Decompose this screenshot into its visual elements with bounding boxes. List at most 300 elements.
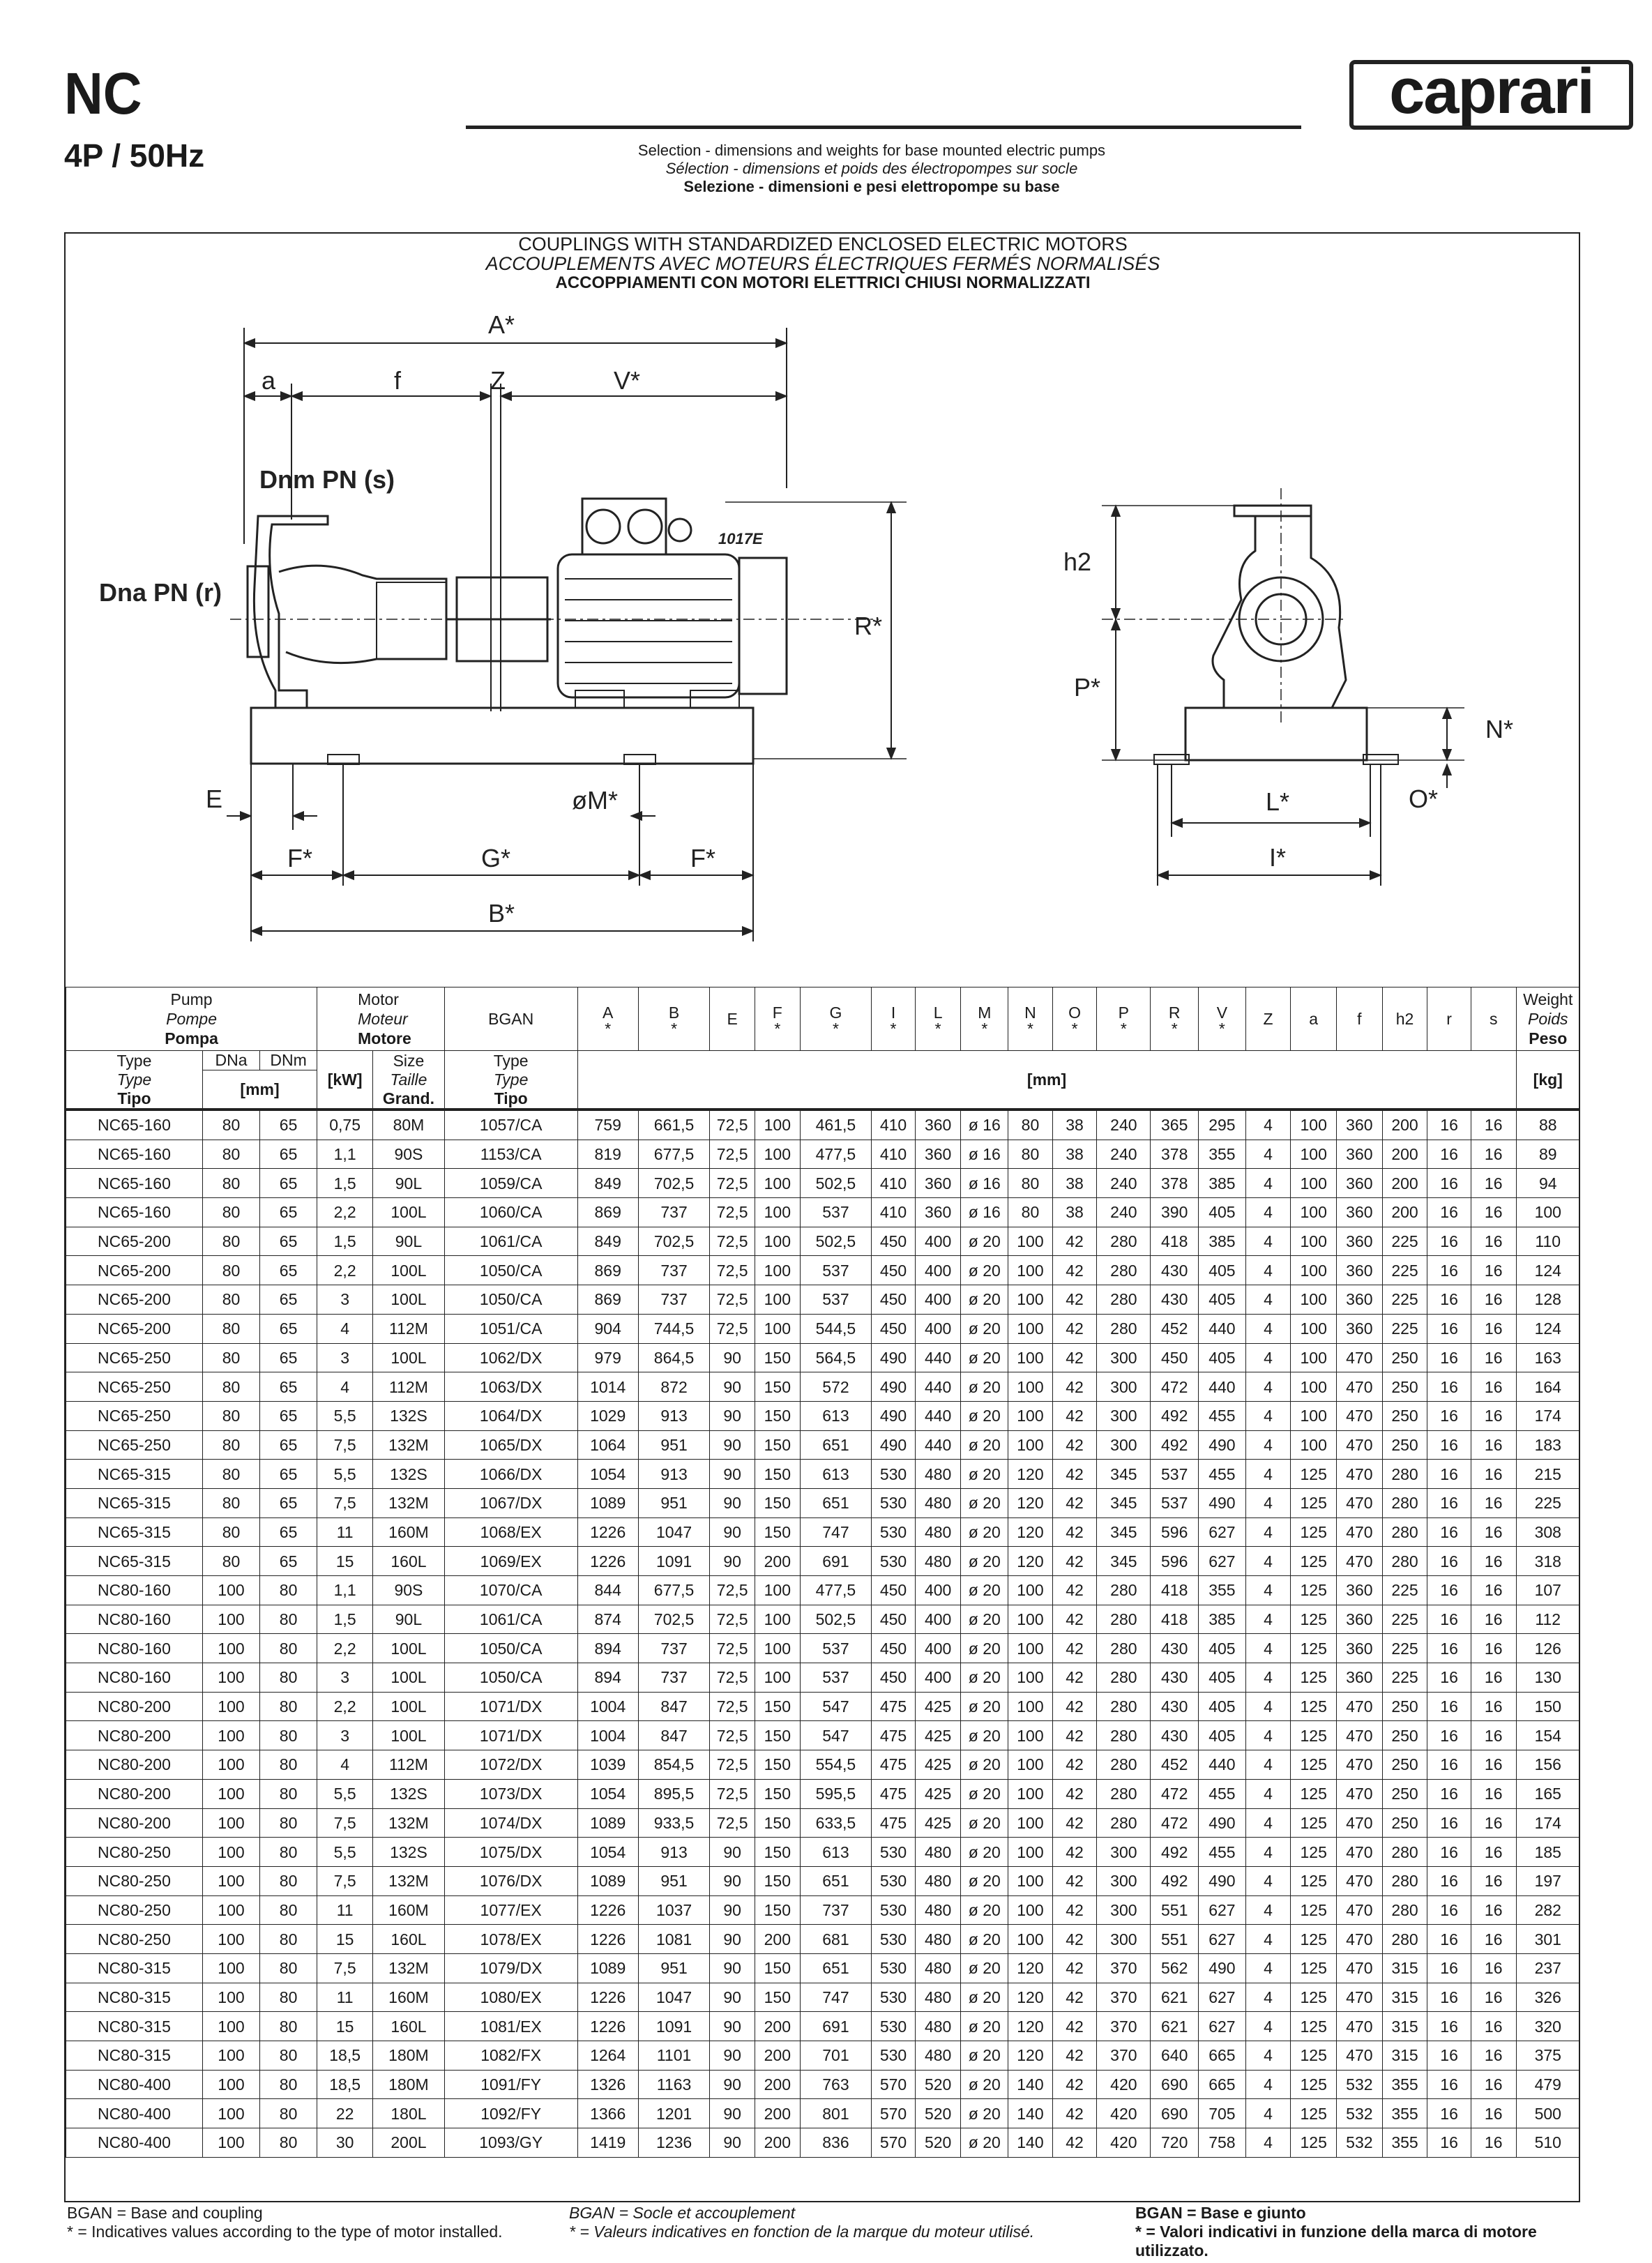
table-cell: ø 16	[961, 1110, 1008, 1140]
table-cell: 705	[1199, 2099, 1246, 2128]
table-cell: 16	[1427, 1721, 1471, 1750]
table-cell: 315	[1382, 1983, 1427, 2012]
table-cell: 18,5	[317, 2070, 373, 2099]
table-cell: 1089	[577, 1488, 638, 1518]
table-cell: 1091	[638, 1547, 710, 1576]
table-cell: 88	[1516, 1110, 1579, 1140]
table-cell: 72,5	[710, 1692, 755, 1721]
table-cell: 100	[202, 1866, 259, 1895]
selection-en: Selection - dimensions and weights for base mounted electric pumps	[637, 142, 1106, 159]
table-cell: 470	[1337, 1721, 1383, 1750]
table-cell: 42	[1052, 1343, 1097, 1372]
table-cell: 490	[872, 1343, 916, 1372]
table-cell: 405	[1199, 1692, 1246, 1721]
table-cell: 280	[1097, 1779, 1151, 1808]
table-cell: 90	[710, 1460, 755, 1489]
pump-type-cell: NC65-160	[66, 1110, 203, 1140]
table-cell: 455	[1199, 1401, 1246, 1430]
table-cell: 355	[1382, 2099, 1427, 2128]
dim-header-s: s	[1471, 987, 1516, 1051]
table-cell: 450	[872, 1605, 916, 1634]
table-cell: 65	[260, 1488, 317, 1518]
table-cell: 894	[577, 1634, 638, 1663]
table-cell: 300	[1097, 1895, 1151, 1925]
table-cell: 450	[872, 1256, 916, 1285]
table-cell: 90L	[373, 1605, 445, 1634]
table-cell: 904	[577, 1314, 638, 1343]
table-cell: 4	[1245, 1140, 1291, 1169]
table-cell: 150	[755, 1808, 801, 1838]
pump-type-cell: NC65-250	[66, 1430, 203, 1460]
table-cell: 440	[1199, 1750, 1246, 1780]
table-cell: ø 20	[961, 1605, 1008, 1634]
table-cell: 200	[755, 2099, 801, 2128]
table-cell: 100	[202, 1634, 259, 1663]
dim-header-F: F *	[755, 987, 801, 1051]
table-cell: 490	[872, 1430, 916, 1460]
table-cell: 7,5	[317, 1488, 373, 1518]
table-row	[66, 1314, 1580, 1343]
table-cell: 100	[1291, 1227, 1337, 1256]
table-cell: 537	[1151, 1488, 1199, 1518]
table-cell: 849	[577, 1227, 638, 1256]
table-cell: 100	[755, 1256, 801, 1285]
table-cell: 490	[1199, 1808, 1246, 1838]
table-cell: 1066/DX	[444, 1460, 577, 1489]
pump-type-cell: NC65-315	[66, 1547, 203, 1576]
table-cell: 100	[1008, 1808, 1053, 1838]
table-cell: 570	[872, 2128, 916, 2158]
table-cell: 864,5	[638, 1343, 710, 1372]
table-cell: 744,5	[638, 1314, 710, 1343]
table-cell: 440	[915, 1430, 961, 1460]
table-cell: 100	[1516, 1198, 1579, 1227]
dim-E: E	[206, 785, 223, 813]
dim-R: R*	[854, 612, 883, 640]
table-cell: 240	[1097, 1169, 1151, 1198]
dim-G: G*	[481, 844, 511, 872]
pump-type-cell: NC80-400	[66, 2128, 203, 2158]
table-cell: 100	[202, 1895, 259, 1925]
table-cell: 490	[872, 1401, 916, 1430]
table-cell: 150	[755, 1779, 801, 1808]
table-cell: 80	[260, 1925, 317, 1954]
table-cell: 16	[1427, 1895, 1471, 1925]
table-cell: 1004	[577, 1692, 638, 1721]
table-cell: 360	[1337, 1605, 1383, 1634]
table-cell: 702,5	[638, 1227, 710, 1256]
table-cell: 470	[1337, 1983, 1383, 2012]
table-cell: 132M	[373, 1488, 445, 1518]
table-cell: 100	[202, 1925, 259, 1954]
table-cell: 42	[1052, 1779, 1097, 1808]
table-cell: 737	[638, 1256, 710, 1285]
table-cell: 1226	[577, 1547, 638, 1576]
table-cell: 425	[915, 1750, 961, 1780]
table-cell: 100L	[373, 1634, 445, 1663]
table-cell: 120	[1008, 2041, 1053, 2071]
dim-N: N*	[1485, 715, 1514, 743]
table-cell: 562	[1151, 1953, 1199, 1983]
table-cell: 951	[638, 1488, 710, 1518]
table-cell: 4	[1245, 1663, 1291, 1693]
table-cell: 42	[1052, 1460, 1097, 1489]
table-cell: 480	[915, 2041, 961, 2071]
table-cell: 370	[1097, 1983, 1151, 2012]
table-cell: 42	[1052, 1750, 1097, 1780]
table-cell: ø 20	[961, 1808, 1008, 1838]
table-cell: 4	[1245, 1925, 1291, 1954]
table-cell: 360	[1337, 1314, 1383, 1343]
table-cell: 72,5	[710, 1808, 755, 1838]
table-cell: 16	[1471, 1692, 1516, 1721]
table-cell: 80	[202, 1430, 259, 1460]
table-row	[66, 1721, 1580, 1750]
table-cell: 100	[755, 1169, 801, 1198]
table-cell: 38	[1052, 1110, 1097, 1140]
table-cell: 80	[260, 1838, 317, 1867]
table-cell: 280	[1382, 1895, 1427, 1925]
dna-header: DNa	[202, 1051, 259, 1070]
table-cell: 100	[1008, 1227, 1053, 1256]
table-cell: 418	[1151, 1605, 1199, 1634]
table-cell: 16	[1471, 1110, 1516, 1140]
table-cell: 160M	[373, 1895, 445, 1925]
table-cell: 90	[710, 2070, 755, 2099]
table-cell: 869	[577, 1198, 638, 1227]
table-cell: 72,5	[710, 1140, 755, 1169]
table-cell: 450	[1151, 1343, 1199, 1372]
table-cell: 847	[638, 1721, 710, 1750]
table-cell: 470	[1337, 1779, 1383, 1808]
table-cell: 16	[1471, 2041, 1516, 2071]
table-cell: 470	[1337, 1401, 1383, 1430]
table-cell: 530	[872, 2012, 916, 2041]
table-cell: 100	[1008, 1895, 1053, 1925]
table-cell: 1004	[577, 1721, 638, 1750]
table-cell: 1153/CA	[444, 1140, 577, 1169]
table-cell: 125	[1291, 1983, 1337, 2012]
table-cell: 225	[1516, 1488, 1579, 1518]
table-cell: 430	[1151, 1285, 1199, 1315]
table-cell: 4	[1245, 1547, 1291, 1576]
table-cell: 16	[1427, 1953, 1471, 1983]
table-cell: 65	[260, 1401, 317, 1430]
table-cell: ø 20	[961, 1430, 1008, 1460]
table-cell: 16	[1471, 1198, 1516, 1227]
table-cell: 1091	[638, 2012, 710, 2041]
table-cell: 16	[1427, 1518, 1471, 1547]
table-cell: 4	[1245, 1866, 1291, 1895]
table-cell: 125	[1291, 1692, 1337, 1721]
table-cell: 554,5	[800, 1750, 872, 1780]
table-cell: 100	[202, 2041, 259, 2071]
table-cell: 551	[1151, 1925, 1199, 1954]
table-cell: 470	[1337, 1925, 1383, 1954]
table-cell: 90	[710, 1925, 755, 1954]
table-cell: 90	[710, 1372, 755, 1402]
table-cell: 11	[317, 1983, 373, 2012]
footnote-en-2: * = Indicatives values according to the type of motor installed.	[67, 2223, 503, 2241]
table-cell: 100	[202, 1808, 259, 1838]
table-cell: 100	[1291, 1169, 1337, 1198]
table-cell: 410	[872, 1140, 916, 1169]
table-cell: 1039	[577, 1750, 638, 1780]
label-dna: Dna PN (r)	[99, 578, 222, 607]
table-cell: 295	[1199, 1110, 1246, 1140]
table-cell: 65	[260, 1169, 317, 1198]
table-cell: 4	[317, 1372, 373, 1402]
table-cell: 42	[1052, 1925, 1097, 1954]
table-cell: 100	[1008, 1605, 1053, 1634]
table-cell: 872	[638, 1372, 710, 1402]
mm-unit-header: [mm]	[577, 1051, 1516, 1110]
table-cell: 315	[1382, 1953, 1427, 1983]
table-cell: 651	[800, 1953, 872, 1983]
table-cell: 420	[1097, 2070, 1151, 2099]
dimensions-table-body	[66, 1110, 1580, 2157]
table-cell: 492	[1151, 1866, 1199, 1895]
table-cell: 100	[1008, 1750, 1053, 1780]
table-cell: 360	[915, 1140, 961, 1169]
label-dnm: Dnm PN (s)	[259, 465, 395, 494]
table-cell: 979	[577, 1343, 638, 1372]
table-cell: 530	[872, 1983, 916, 2012]
table-row	[66, 1605, 1580, 1634]
table-cell: 125	[1291, 1634, 1337, 1663]
table-cell: 100	[1291, 1372, 1337, 1402]
table-cell: 80	[260, 1808, 317, 1838]
table-cell: 160L	[373, 1547, 445, 1576]
table-cell: 3	[317, 1343, 373, 1372]
table-cell: 16	[1471, 1895, 1516, 1925]
table-cell: 455	[1199, 1779, 1246, 1808]
table-cell: 480	[915, 1925, 961, 1954]
table-cell: 65	[260, 1110, 317, 1140]
table-cell: 5,5	[317, 1460, 373, 1489]
dim-header-E: E	[710, 987, 755, 1051]
table-cell: 42	[1052, 1983, 1097, 2012]
table-cell: 120	[1008, 1518, 1053, 1547]
table-cell: 16	[1471, 1285, 1516, 1315]
table-cell: 365	[1151, 1110, 1199, 1140]
table-cell: 125	[1291, 1895, 1337, 1925]
table-cell: 530	[872, 1895, 916, 1925]
table-cell: ø 20	[961, 1488, 1008, 1518]
table-cell: 492	[1151, 1430, 1199, 1460]
table-cell: 154	[1516, 1721, 1579, 1750]
table-cell: 854,5	[638, 1750, 710, 1780]
table-cell: 225	[1382, 1634, 1427, 1663]
table-cell: 1419	[577, 2128, 638, 2158]
table-cell: 640	[1151, 2041, 1199, 2071]
table-cell: 80	[260, 1663, 317, 1693]
table-cell: 470	[1337, 1488, 1383, 1518]
table-cell: 360	[915, 1198, 961, 1227]
table-cell: 280	[1097, 1750, 1151, 1780]
table-cell: 4	[1245, 1285, 1291, 1315]
table-cell: 124	[1516, 1256, 1579, 1285]
table-cell: 1061/CA	[444, 1605, 577, 1634]
pump-type-cell: NC65-200	[66, 1314, 203, 1343]
table-cell: 300	[1097, 1372, 1151, 1402]
table-cell: 570	[872, 2070, 916, 2099]
table-cell: 651	[800, 1488, 872, 1518]
table-cell: 80	[1008, 1198, 1053, 1227]
table-row	[66, 1663, 1580, 1693]
table-row	[66, 1866, 1580, 1895]
table-cell: 100	[1008, 1256, 1053, 1285]
table-cell: 472	[1151, 1372, 1199, 1402]
coupling-en: COUPLINGS WITH STANDARDIZED ENCLOSED ELECTRIC MOTORS	[518, 234, 1128, 255]
table-cell: 80	[260, 1750, 317, 1780]
pump-type-cell: NC65-200	[66, 1256, 203, 1285]
table-row	[66, 1779, 1580, 1808]
table-cell: 4	[1245, 1779, 1291, 1808]
table-cell: 90	[710, 1866, 755, 1895]
table-cell: ø 20	[961, 1663, 1008, 1693]
pump-type-cell: NC80-160	[66, 1634, 203, 1663]
table-cell: 16	[1427, 1343, 1471, 1372]
table-cell: 282	[1516, 1895, 1579, 1925]
table-cell: 747	[800, 1983, 872, 2012]
table-cell: 4	[1245, 1634, 1291, 1663]
table-cell: 345	[1097, 1547, 1151, 1576]
table-cell: ø 20	[961, 1314, 1008, 1343]
table-cell: 72,5	[710, 1663, 755, 1693]
table-cell: 100	[202, 1953, 259, 1983]
dim-P: P*	[1074, 673, 1101, 702]
table-cell: 16	[1471, 2012, 1516, 2041]
table-cell: 125	[1291, 1750, 1337, 1780]
table-cell: 100	[1291, 1140, 1337, 1169]
table-cell: 72,5	[710, 1576, 755, 1605]
table-cell: 895,5	[638, 1779, 710, 1808]
table-cell: 16	[1427, 1430, 1471, 1460]
table-cell: 150	[755, 1343, 801, 1372]
table-cell: 951	[638, 1430, 710, 1460]
table-cell: 80	[202, 1547, 259, 1576]
table-cell: 16	[1471, 1488, 1516, 1518]
table-cell: 1062/DX	[444, 1343, 577, 1372]
table-cell: 405	[1199, 1634, 1246, 1663]
table-cell: 627	[1199, 1925, 1246, 1954]
table-cell: 470	[1337, 1750, 1383, 1780]
table-cell: 125	[1291, 1721, 1337, 1750]
table-row	[66, 1198, 1580, 1227]
table-cell: 621	[1151, 1983, 1199, 2012]
table-cell: 112M	[373, 1372, 445, 1402]
table-row	[66, 2128, 1580, 2158]
table-cell: 1089	[577, 1866, 638, 1895]
table-cell: 197	[1516, 1866, 1579, 1895]
table-cell: 490	[1199, 1430, 1246, 1460]
table-cell: 250	[1382, 1721, 1427, 1750]
table-cell: 16	[1427, 1663, 1471, 1693]
table-cell: 2,2	[317, 1634, 373, 1663]
table-cell: 163	[1516, 1343, 1579, 1372]
table-cell: 425	[915, 1779, 961, 1808]
pump-type-cell: NC80-160	[66, 1576, 203, 1605]
pump-type-cell: NC65-160	[66, 1140, 203, 1169]
table-cell: 470	[1337, 1518, 1383, 1547]
table-cell: 691	[800, 2012, 872, 2041]
table-cell: 90	[710, 1895, 755, 1925]
table-cell: 250	[1382, 1372, 1427, 1402]
table-cell: 100	[1008, 1634, 1053, 1663]
table-cell: 100	[202, 2070, 259, 2099]
dim-header-O: O *	[1052, 987, 1097, 1051]
table-cell: 100	[202, 1750, 259, 1780]
table-cell: 80M	[373, 1110, 445, 1140]
table-cell: 1054	[577, 1838, 638, 1867]
dn-mm-header: [mm]	[202, 1070, 317, 1110]
table-cell: 200	[755, 2070, 801, 2099]
dim-A: A*	[488, 310, 515, 339]
footnote-fr-2: * = Valeurs indicatives en fonction de la marque du moteur utilisé.	[569, 2223, 1035, 2241]
table-cell: 470	[1337, 1838, 1383, 1867]
selection-it: Selezione - dimensioni e pesi elettropompe su base	[683, 178, 1060, 195]
table-cell: 5,5	[317, 1838, 373, 1867]
pump-type-cell: NC80-200	[66, 1779, 203, 1808]
coupling-caption	[349, 234, 1297, 293]
table-row	[66, 1401, 1580, 1430]
table-cell: 16	[1427, 1866, 1471, 1895]
table-cell: 425	[915, 1692, 961, 1721]
table-cell: 42	[1052, 1953, 1097, 1983]
table-cell: 90	[710, 2128, 755, 2158]
dim-O: O*	[1409, 785, 1439, 813]
dim-header-I: I *	[872, 987, 916, 1051]
table-cell: 627	[1199, 1983, 1246, 2012]
table-cell: 125	[1291, 2070, 1337, 2099]
table-cell: 150	[755, 1953, 801, 1983]
table-cell: 16	[1427, 1401, 1471, 1430]
table-cell: 42	[1052, 1838, 1097, 1867]
table-cell: 1061/CA	[444, 1227, 577, 1256]
pump-type-cell: NC65-250	[66, 1401, 203, 1430]
table-cell: 80	[260, 2099, 317, 2128]
table-cell: 124	[1516, 1314, 1579, 1343]
table-cell: 844	[577, 1576, 638, 1605]
kg-unit-header: [kg]	[1516, 1051, 1579, 1110]
table-cell: 280	[1382, 1866, 1427, 1895]
table-cell: 150	[755, 1750, 801, 1780]
table-row	[66, 1750, 1580, 1780]
table-cell: 80	[260, 1721, 317, 1750]
footnote-it-1: BGAN = Base e giunto	[1135, 2204, 1306, 2222]
table-cell: 200	[1382, 1110, 1427, 1140]
table-cell: 16	[1471, 1227, 1516, 1256]
table-cell: 360	[1337, 1140, 1383, 1169]
table-cell: 16	[1471, 1460, 1516, 1489]
table-cell: 661,5	[638, 1110, 710, 1140]
table-cell: 16	[1471, 1750, 1516, 1780]
table-cell: 530	[872, 1953, 916, 1983]
table-cell: 80	[202, 1460, 259, 1489]
table-cell: ø 20	[961, 1779, 1008, 1808]
table-cell: 42	[1052, 1605, 1097, 1634]
table-cell: 16	[1427, 1779, 1471, 1808]
table-cell: 16	[1427, 2128, 1471, 2158]
table-cell: 595,5	[800, 1779, 872, 1808]
table-cell: 100L	[373, 1256, 445, 1285]
table-cell: 100	[755, 1110, 801, 1140]
table-cell: 16	[1471, 1838, 1516, 1867]
table-cell: 4	[1245, 2099, 1291, 2128]
table-cell: 16	[1471, 1256, 1516, 1285]
table-cell: 42	[1052, 2099, 1097, 2128]
